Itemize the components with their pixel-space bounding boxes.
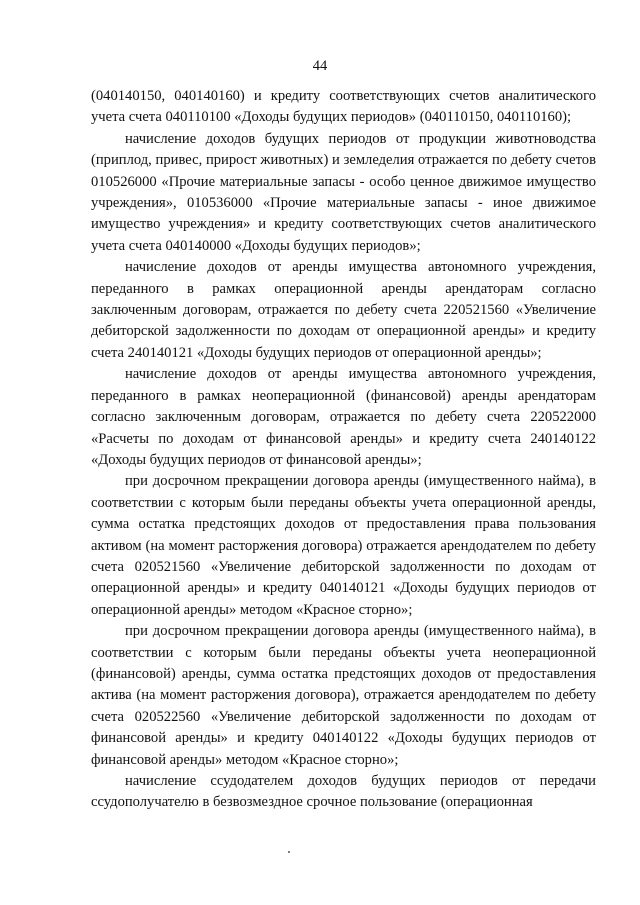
document-body xyxy=(91,86,596,814)
page-number: 44 xyxy=(312,58,328,74)
paragraph-7: начисление ссудодателем доходов будущих периодов от передачи ссудополучателю в безвозмездное срочное пользование (операционная xyxy=(91,773,596,811)
paragraph-6: при досрочном прекращении договора аренды (имущественного найма), в соответствии с которым были переданы объекты учета неоперационной (финансовой) аренды, сумма остатка предстоящих доходов от предоставления актива (на момент расторжения договора), отражается арендодателем по дебету счета 020522560 «Увеличение дебиторской задолженности по доходам от финансовой аренды» и кредиту 040140122 «Доходы будущих периодов от финансовой аренды» методом «Красное сторно»; xyxy=(91,623,596,768)
paragraph-5: при досрочном прекращении договора аренды (имущественного найма), в соответствии с которым были переданы объекты учета операционной аренды, сумма остатка предстоящих доходов от предоставления права пользования активом (на момент расторжения договора) отражается арендодателем по дебету счета 020521560 «Увеличение дебиторской задолженности по доходам от операционной аренды» и кредиту 040140121 «Доходы будущих периодов от операционной аренды» методом «Красное сторно»; xyxy=(91,473,596,618)
scan-speck xyxy=(288,851,290,853)
paragraph-2: начисление доходов будущих периодов от продукции животноводства (приплод, привес, прирост животных) и земледелия отражается по дебету счетов 010526000 «Прочие материальные запасы - особо ценное движимое имущество учреждения», 010536000 «Прочие материальные запасы - иное движимое имущество учреждения» и кредиту соответствующих счетов аналитического учета счета 040140000 «Доходы будущих периодов»; xyxy=(91,130,596,254)
paragraph-4: начисление доходов от аренды имущества автономного учреждения, переданного в рамках неоперационной (финансовой) аренды арендаторам согласно заключенным договорам, отражается по дебету счета 220522000 «Расчеты по доходам от финансовой аренды» и кредиту счета 240140122 «Доходы будущих периодов от финансовой аренды»; xyxy=(91,366,596,468)
paragraph-3: начисление доходов от аренды имущества автономного учреждения, переданного в рамках операционной аренды арендаторам согласно заключенным договорам, отражается по дебету счета 220521560 «Увеличение дебиторской задолженности по доходам от операционной аренды» и кредиту счета 240140121 «Доходы будущих периодов от операционной аренды»; xyxy=(91,259,596,361)
paragraph-1: (040140150, 040140160) и кредиту соответствующих счетов аналитического учета счета 040110100 «Доходы будущих периодов» (040110150, 040110160); xyxy=(91,88,596,126)
